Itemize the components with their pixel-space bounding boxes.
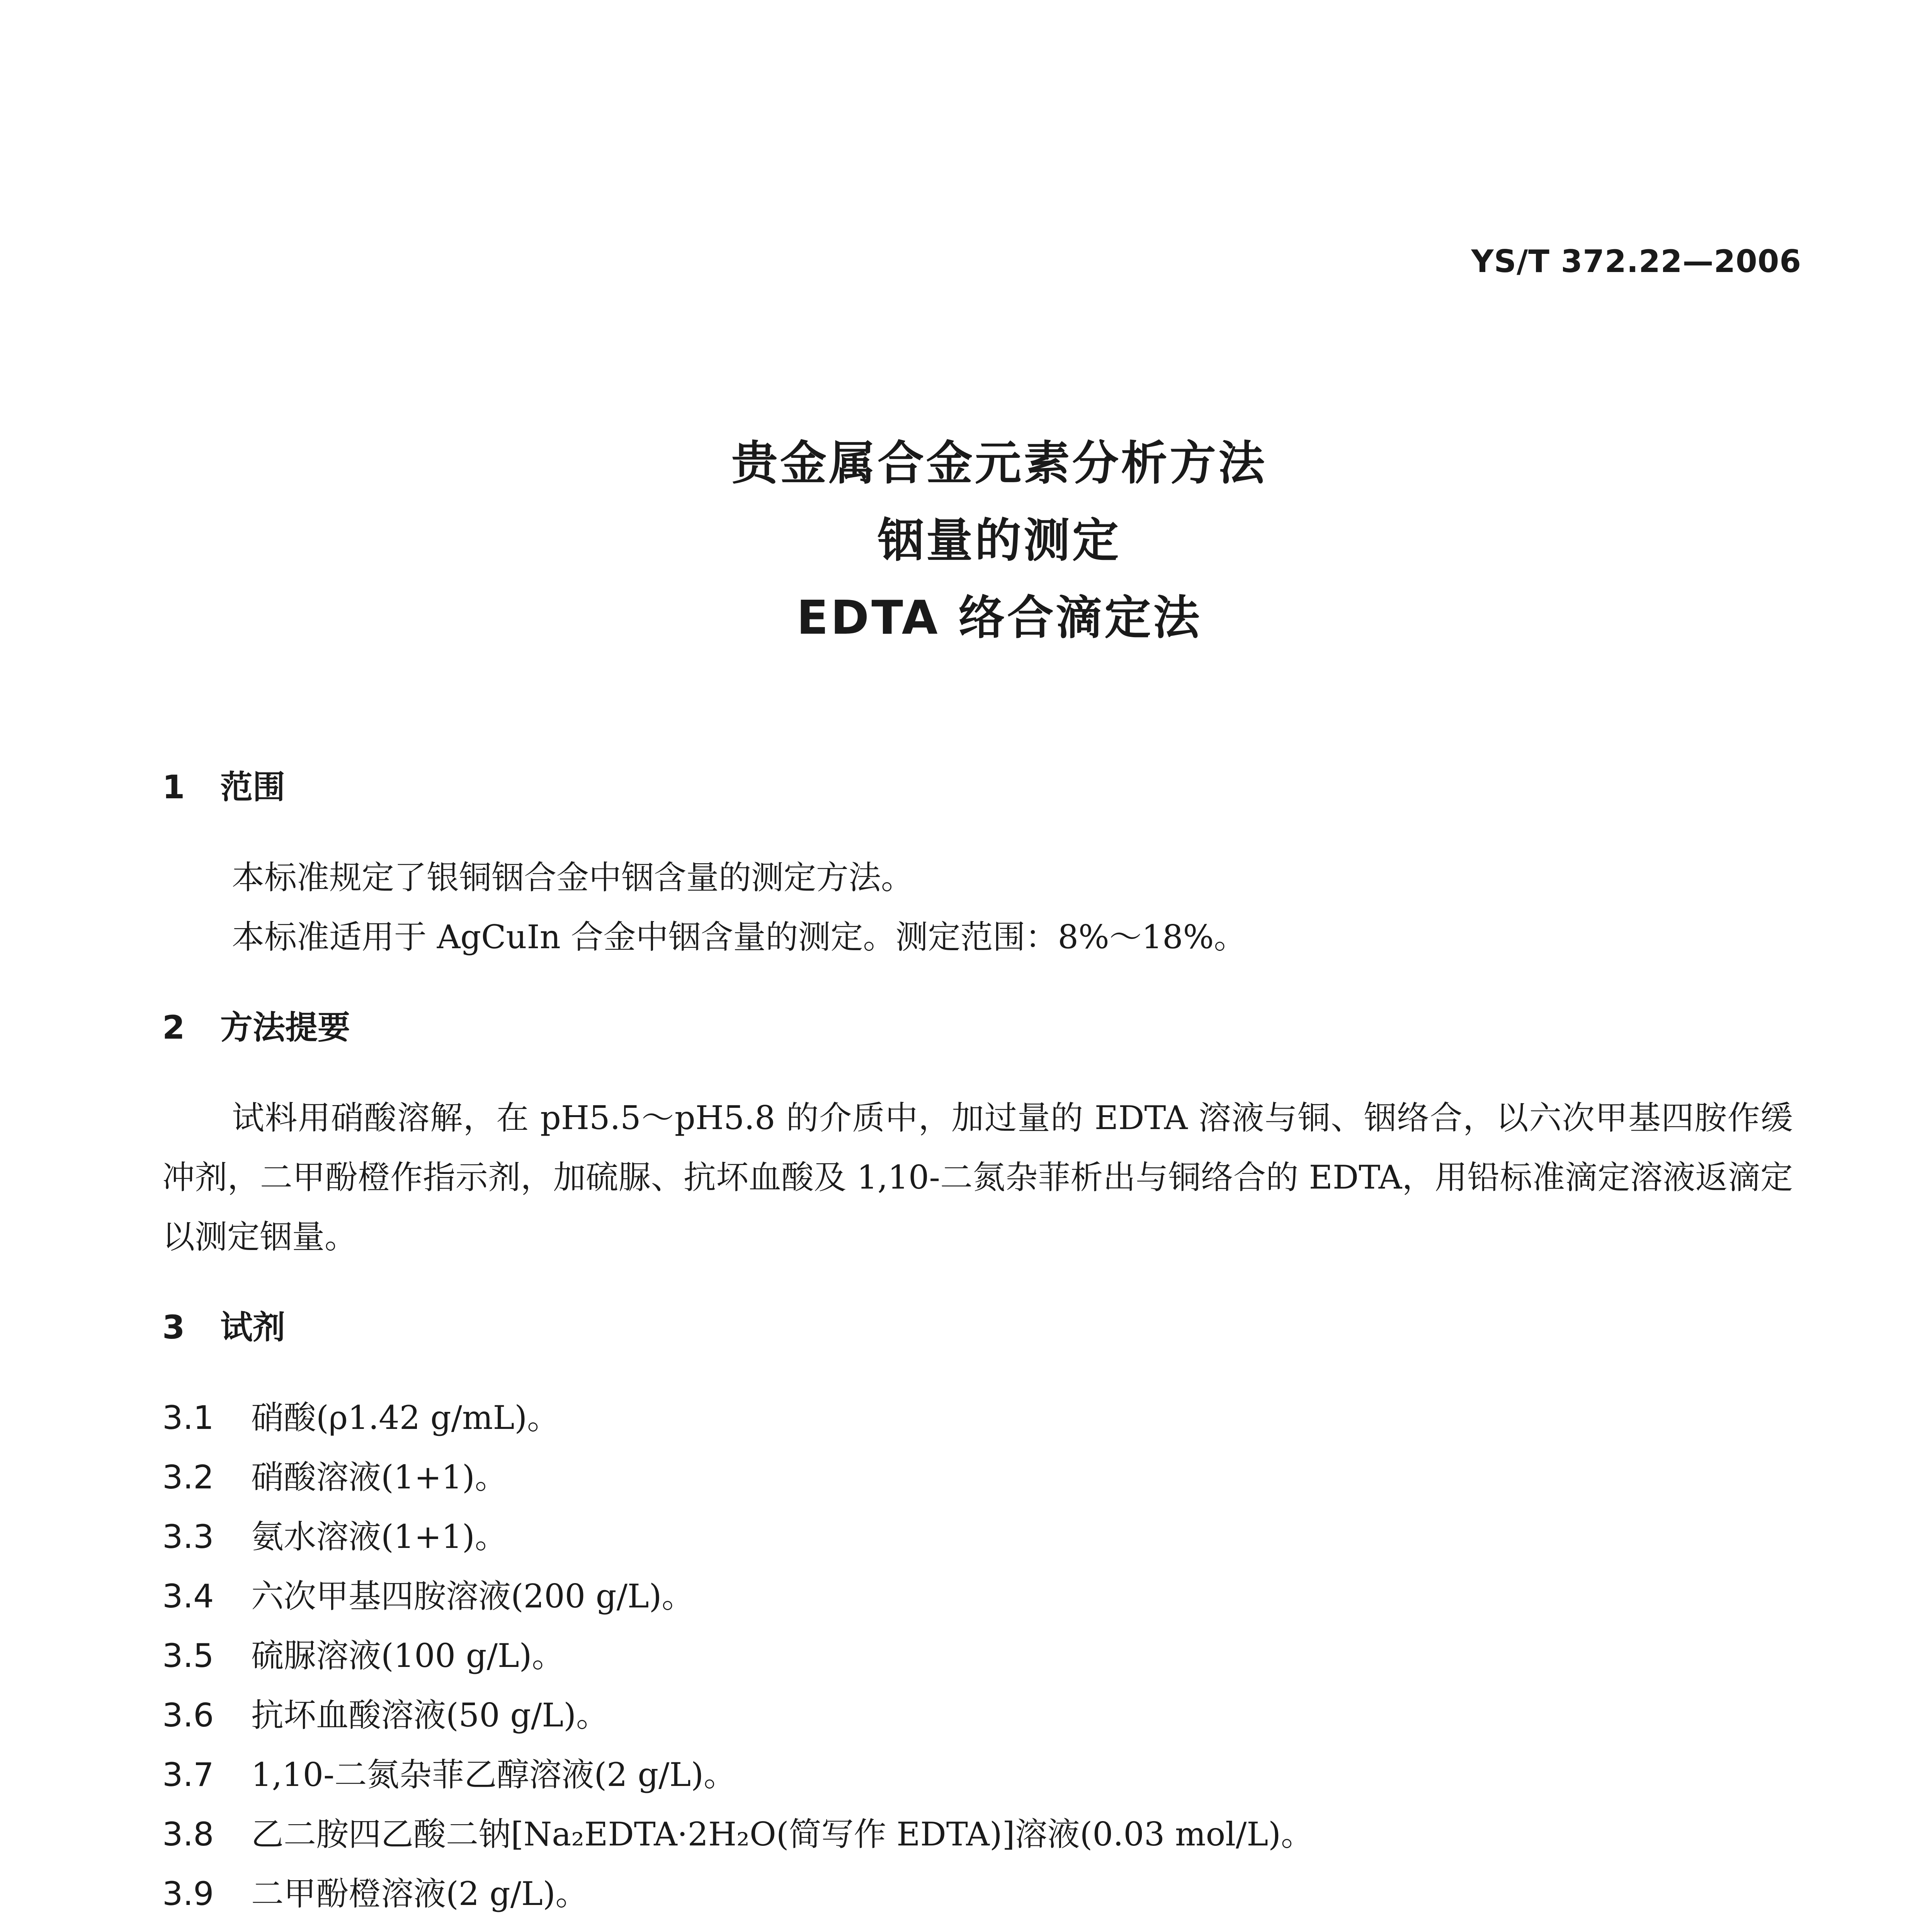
reagent-item: 3.4 六次甲基四胺溶液(200 g/L)。 bbox=[162, 1577, 694, 1615]
paragraph: 本标准规定了银铜铟合金中铟含量的测定方法。 bbox=[232, 859, 914, 896]
title-line-2: 铟量的测定 bbox=[878, 514, 1121, 568]
section-number: 2 bbox=[162, 1009, 185, 1046]
title-line-1: 贵金属合金元素分析方法 bbox=[731, 437, 1267, 490]
section-title: 试剂 bbox=[220, 1308, 286, 1346]
reagent-item: 3.9 二甲酚橙溶液(2 g/L)。 bbox=[162, 1875, 588, 1913]
paragraph: 本标准适用于 AgCuIn 合金中铟含量的测定。测定范围：8%～18%。 bbox=[232, 918, 1247, 956]
reagent-item: 3.1 硝酸(ρ1.42 g/mL)。 bbox=[162, 1399, 560, 1437]
section-2-heading bbox=[162, 998, 1793, 1057]
reagent-item: 3.6 抗坏血酸溶液(50 g/L)。 bbox=[162, 1696, 609, 1734]
section-number: 3 bbox=[162, 1308, 185, 1346]
paragraph: 试料用硝酸溶解，在 pH5.5～pH5.8 的介质中，加过量的 EDTA 溶液与铜、铟络合，以六次甲基四胺作缓冲剂，二甲酚橙作指示剂，加硫脲、抗坏血酸及 1,10-二氮杂菲析出与铜络合的 EDTA，用铅标准滴定溶液返滴定以测定铟量。 bbox=[162, 1099, 1793, 1256]
section-title: 范围 bbox=[220, 768, 286, 806]
section-1-heading bbox=[162, 757, 1793, 817]
section-title: 方法提要 bbox=[220, 1009, 350, 1046]
reagent-item-3-10 bbox=[162, 1923, 1793, 1932]
reagent-item: 3.5 硫脲溶液(100 g/L)。 bbox=[162, 1637, 565, 1675]
reagent-item: 3.7 1,10-二氮杂菲乙醇溶液(2 g/L)。 bbox=[162, 1756, 736, 1794]
title-line-3: EDTA 络合滴定法 bbox=[796, 591, 1202, 645]
document-body bbox=[162, 757, 1793, 1932]
standard-code: YS/T 372.22—2006 bbox=[1471, 243, 1801, 279]
section-3-heading bbox=[162, 1298, 1793, 1357]
reagent-item: 3.8 乙二胺四乙酸二钠[Na₂EDTA·2H₂O(简写作 EDTA)]溶液(0.03 mol/L)。 bbox=[162, 1815, 1313, 1853]
reagent-item: 3.2 硝酸溶液(1+1)。 bbox=[162, 1458, 507, 1496]
section-number: 1 bbox=[162, 768, 185, 806]
document-title bbox=[0, 425, 1932, 657]
reagent-item: 3.3 氨水溶液(1+1)。 bbox=[162, 1518, 507, 1556]
